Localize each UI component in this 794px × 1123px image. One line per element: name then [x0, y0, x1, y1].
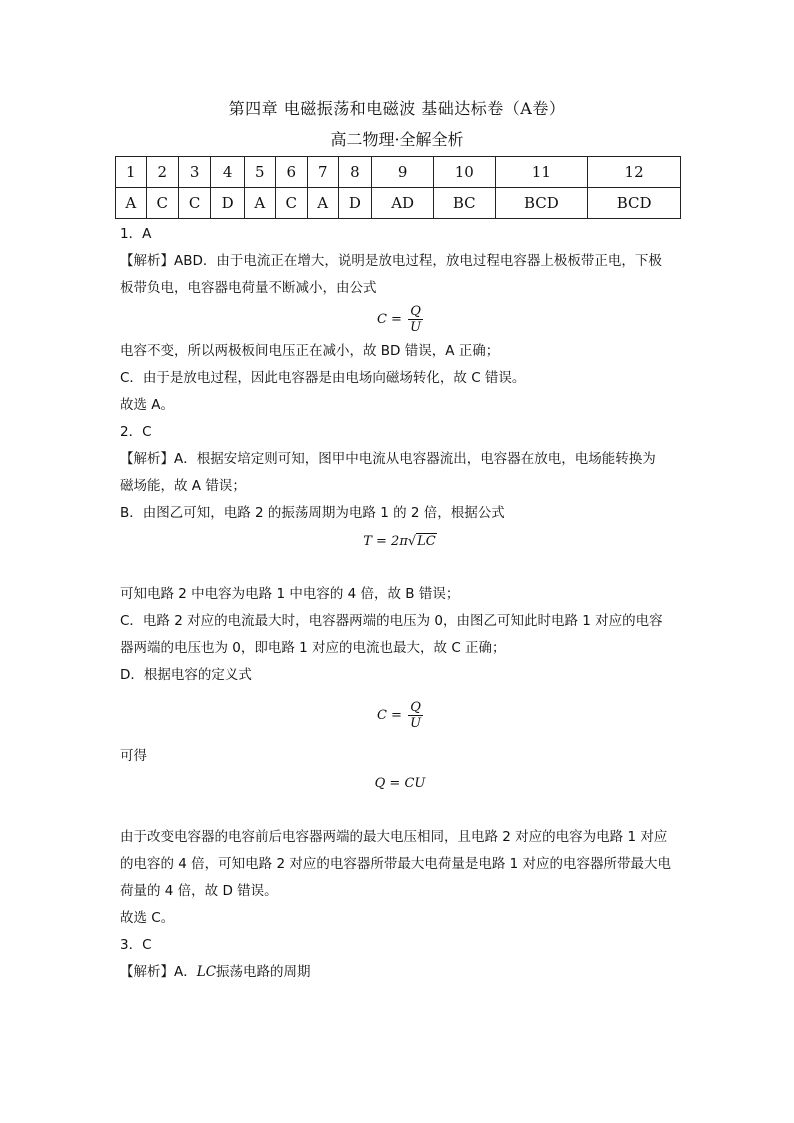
q2-para-11: 荷量的 4 倍，故 D 错误。 — [120, 883, 278, 899]
q1-number: 1．A — [120, 226, 152, 242]
answer-table-answer-cell: C — [146, 188, 178, 219]
answer-table-answer-row — [116, 188, 681, 219]
q2-para-2: 磁场能，故 A 错误； — [120, 478, 246, 494]
q2-para-12: 故选 C。 — [120, 910, 175, 926]
q2-para-10: 的电容的 4 倍，可知电路 2 对应的电容器所带最大电荷量是电路 1 对应的电容器所带最大电 — [120, 856, 672, 872]
page-subtitle: 高二物理·全解全析 — [330, 130, 464, 149]
answer-table-number-cell: 11 — [495, 157, 588, 188]
q2-formula-capacitance-numerator: Q — [408, 700, 423, 716]
q2-formula-capacitance-fraction — [408, 700, 423, 731]
q1-para-2: 板带负电，电容器电荷量不断减小，由公式 — [120, 280, 377, 296]
q2-formula-capacitance-denominator: U — [410, 716, 422, 731]
q3-para-1 — [120, 959, 680, 986]
q3-para-1-lc: LC — [196, 964, 217, 980]
answer-table-number-cell: 1 — [116, 157, 147, 188]
q2-para-5: C．电路 2 对应的电流最大时，电容器两端的电压为 0，由图乙可知此时电路 1 对应的电容 — [120, 613, 663, 629]
answer-table-number-cell: 5 — [244, 157, 275, 188]
q1-para-3: 电容不变，所以两极板间电压正在减小，故 BD 错误，A 正确； — [120, 343, 500, 359]
answer-table-number-cell: 10 — [433, 157, 495, 188]
q2-formula-period-lhs: T = 2π — [363, 534, 408, 549]
answer-table-answer-cell: C — [275, 188, 307, 219]
answer-table-answer-cell: A — [244, 188, 275, 219]
answer-table-number-cell: 8 — [338, 157, 372, 188]
q1-para-1: 【解析】ABD．由于电流正在增大，说明是放电过程，放电过程电容器上极板带正电，下极 — [120, 253, 662, 269]
q1-formula-fraction — [408, 304, 423, 335]
q2-para-1: 【解析】A．根据安培定则可知，图甲中电流从电容器流出，电容器在放电，电场能转换为 — [120, 451, 656, 467]
page-title: 第四章 电磁振荡和电磁波 基础达标卷（A卷） — [228, 99, 566, 118]
q1-para-4: C．由于是放电过程，因此电容器是由电场向磁场转化，故 C 错误。 — [120, 370, 526, 386]
answer-table-answer-cell: D — [338, 188, 372, 219]
answer-table-answer-cell: C — [178, 188, 210, 219]
q2-formula-capacitance — [120, 689, 680, 743]
q2-para-8: 可得 — [120, 748, 147, 764]
answer-table-answer-cell: BCD — [588, 188, 681, 219]
answer-table-number-cell: 4 — [211, 157, 245, 188]
q1-para-5: 故选 A。 — [120, 397, 175, 413]
q2-para-9: 由于改变电容器的电容前后电容器两端的最大电压相同，且电路 2 对应的电容为电路 1 对应 — [120, 829, 668, 845]
answer-table-number-row — [116, 157, 681, 188]
answer-table-number-cell: 6 — [275, 157, 307, 188]
q3-para-1-prefix: 【解析】A． — [120, 964, 197, 980]
q2-para-6: 器两端的电压也为 0，即电路 1 对应的电流也最大，故 C 正确； — [120, 640, 506, 656]
answer-table — [115, 156, 681, 219]
q1-formula — [120, 302, 680, 338]
answer-table-number-cell: 2 — [146, 157, 178, 188]
answer-table-answer-cell: A — [307, 188, 338, 219]
q2-number: 2．C — [120, 424, 152, 440]
q3-para-1-suffix: 振荡电路的周期 — [216, 964, 311, 980]
answer-table-number-cell: 9 — [372, 157, 434, 188]
solution-content — [120, 221, 680, 986]
answer-table-answer-cell: A — [116, 188, 147, 219]
answer-table-answer-cell: D — [211, 188, 245, 219]
q2-formula-period: T = 2π√LC — [363, 534, 436, 549]
answer-table-number-cell: 12 — [588, 157, 681, 188]
answer-table-number-cell: 3 — [178, 157, 210, 188]
answer-table-number-cell: 7 — [307, 157, 338, 188]
q2-formula-charge: Q = CU — [374, 776, 426, 791]
q2-formula-period-radicand: LC — [417, 534, 436, 549]
q2-para-7: D．根据电容的定义式 — [120, 667, 252, 683]
q2-formula-capacitance-lhs: C = — [376, 708, 402, 723]
q2-para-4: 可知电路 2 中电容为电路 1 中电容的 4 倍，故 B 错误； — [120, 586, 460, 602]
q3-number: 3．C — [120, 937, 152, 953]
answer-table-answer-cell: AD — [372, 188, 434, 219]
q1-formula-numerator: Q — [408, 304, 423, 320]
q2-para-3: B．由图乙可知，电路 2 的振荡周期为电路 1 的 2 倍，根据公式 — [120, 505, 505, 521]
answer-table-answer-cell: BC — [433, 188, 495, 219]
q1-formula-lhs: C = — [376, 312, 402, 327]
q1-formula-denominator: U — [410, 320, 422, 335]
answer-table-answer-cell: BCD — [495, 188, 588, 219]
